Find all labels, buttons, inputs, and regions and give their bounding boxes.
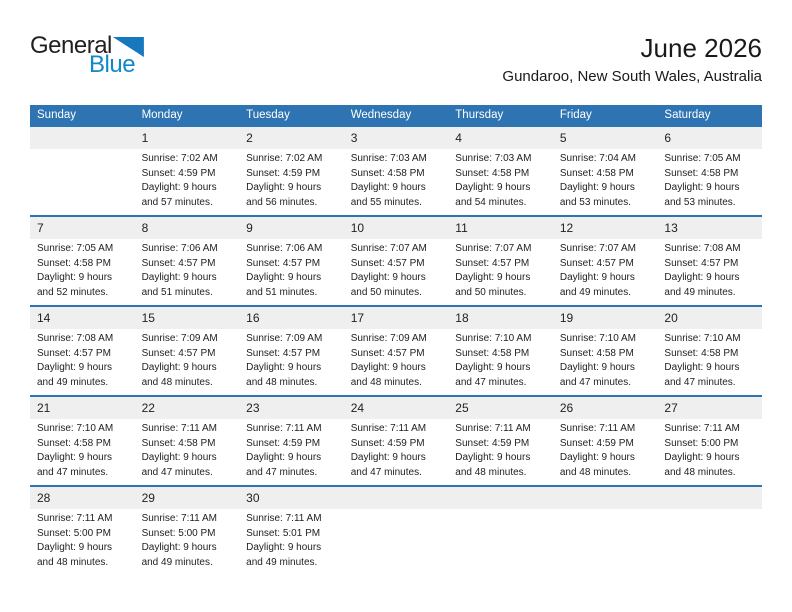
day-cell-18 [448, 307, 553, 395]
calendar-week-row [30, 305, 762, 395]
detail-line: and 51 minutes. [246, 286, 318, 298]
day-details [239, 149, 344, 210]
detail-line: and 48 minutes. [455, 466, 527, 478]
detail-line: Sunset: 5:00 PM [37, 527, 111, 539]
detail-line: and 49 minutes. [246, 556, 318, 568]
weekday-label-saturday: Saturday [664, 109, 711, 121]
day-details [135, 239, 240, 300]
detail-line: Sunrise: 7:11 AM [246, 513, 322, 524]
detail-line: Daylight: 9 hours [246, 182, 322, 193]
detail-line: Sunrise: 7:02 AM [246, 153, 323, 164]
day-cell-27 [657, 397, 762, 485]
detail-line: Sunrise: 7:08 AM [664, 243, 741, 254]
detail-line: Daylight: 9 hours [350, 362, 426, 373]
calendar-table [30, 105, 762, 575]
day-number: 27 [657, 397, 762, 419]
day-cell-3 [344, 127, 449, 215]
day-number: 14 [30, 307, 135, 329]
detail-line: and 47 minutes. [350, 466, 422, 478]
detail-line: Daylight: 9 hours [141, 362, 217, 373]
day-cell-empty [344, 487, 449, 575]
detail-line: Sunset: 4:57 PM [350, 257, 425, 269]
detail-line: Sunset: 5:01 PM [246, 527, 321, 539]
detail-line: and 49 minutes. [664, 286, 736, 298]
day-number: 23 [239, 397, 344, 419]
day-details [30, 239, 135, 300]
day-details [344, 149, 449, 210]
day-details [30, 149, 135, 152]
day-cell-7 [30, 217, 135, 305]
detail-line: and 47 minutes. [37, 466, 109, 478]
day-cell-13 [657, 217, 762, 305]
detail-line: Daylight: 9 hours [37, 362, 113, 373]
detail-line: Sunset: 4:59 PM [246, 167, 321, 179]
detail-line: Sunrise: 7:03 AM [350, 153, 427, 164]
detail-line: Sunrise: 7:10 AM [559, 333, 636, 344]
detail-line: Sunset: 4:58 PM [141, 437, 216, 449]
calendar-week-row [30, 485, 762, 575]
day-cell-22 [135, 397, 240, 485]
day-details [135, 149, 240, 210]
day-details [553, 329, 658, 390]
weekday-label-sunday: Sunday [37, 109, 77, 121]
detail-line: Daylight: 9 hours [246, 362, 322, 373]
day-details [553, 509, 658, 512]
detail-line: Daylight: 9 hours [559, 452, 635, 463]
detail-line: and 50 minutes. [350, 286, 422, 298]
day-cell-15 [135, 307, 240, 395]
detail-line: Sunrise: 7:10 AM [37, 423, 114, 434]
detail-line: and 54 minutes. [455, 196, 527, 208]
detail-line: Sunrise: 7:11 AM [350, 423, 427, 434]
detail-line: Daylight: 9 hours [559, 182, 635, 193]
detail-line: Daylight: 9 hours [350, 272, 426, 283]
detail-line: and 47 minutes. [559, 376, 632, 388]
detail-line: Daylight: 9 hours [141, 272, 217, 283]
detail-line: Daylight: 9 hours [664, 182, 740, 193]
day-number [344, 487, 449, 509]
day-cell-8 [135, 217, 240, 305]
detail-line: Sunset: 4:58 PM [37, 257, 111, 269]
detail-line: Sunrise: 7:07 AM [455, 243, 532, 254]
detail-line: and 47 minutes. [246, 466, 318, 478]
detail-line: Daylight: 9 hours [141, 542, 217, 553]
day-cell-12 [553, 217, 658, 305]
calendar-grid [30, 125, 762, 575]
detail-line: Daylight: 9 hours [246, 452, 322, 463]
day-cell-30 [239, 487, 344, 575]
detail-line: Sunrise: 7:09 AM [350, 333, 427, 344]
detail-line: Daylight: 9 hours [246, 272, 322, 283]
detail-line: Sunrise: 7:11 AM [559, 423, 636, 434]
day-number: 5 [553, 127, 658, 149]
day-cell-9 [239, 217, 344, 305]
detail-line: Daylight: 9 hours [664, 362, 740, 373]
detail-line: Sunrise: 7:09 AM [141, 333, 218, 344]
day-details [657, 419, 762, 480]
day-cell-28 [30, 487, 135, 575]
day-number [657, 487, 762, 509]
day-number: 2 [239, 127, 344, 149]
day-number: 9 [239, 217, 344, 239]
detail-line: and 53 minutes. [664, 196, 736, 208]
day-number: 19 [553, 307, 658, 329]
detail-line: and 47 minutes. [664, 376, 736, 388]
detail-line: Sunset: 4:59 PM [141, 167, 216, 179]
weekday-label-thursday: Thursday [455, 109, 504, 121]
detail-line: Daylight: 9 hours [664, 452, 740, 463]
day-cell-21 [30, 397, 135, 485]
detail-line: Sunrise: 7:10 AM [455, 333, 532, 344]
detail-line: Daylight: 9 hours [141, 182, 217, 193]
detail-line: Daylight: 9 hours [559, 272, 635, 283]
detail-line: and 52 minutes. [37, 286, 109, 298]
detail-line: Sunrise: 7:09 AM [246, 333, 323, 344]
day-cell-29 [135, 487, 240, 575]
detail-line: Sunset: 4:57 PM [455, 257, 530, 269]
day-number: 15 [135, 307, 240, 329]
day-cell-23 [239, 397, 344, 485]
detail-line: Sunset: 4:59 PM [246, 437, 321, 449]
detail-line: and 48 minutes. [559, 466, 632, 478]
day-number: 7 [30, 217, 135, 239]
day-cell-10 [344, 217, 449, 305]
detail-line: Sunrise: 7:11 AM [664, 423, 740, 434]
day-number [448, 487, 553, 509]
detail-line: Sunrise: 7:02 AM [141, 153, 218, 164]
detail-line: Sunset: 4:59 PM [350, 437, 425, 449]
detail-line: and 49 minutes. [141, 556, 213, 568]
day-details [553, 419, 658, 480]
day-number: 28 [30, 487, 135, 509]
day-details [135, 509, 240, 570]
day-cell-17 [344, 307, 449, 395]
day-number: 8 [135, 217, 240, 239]
day-details [135, 329, 240, 390]
detail-line: Sunrise: 7:08 AM [37, 333, 114, 344]
weekday-header-row [30, 105, 762, 125]
day-cell-empty [30, 127, 135, 215]
day-number: 26 [553, 397, 658, 419]
day-number: 21 [30, 397, 135, 419]
detail-line: Daylight: 9 hours [455, 362, 531, 373]
detail-line: Daylight: 9 hours [664, 272, 740, 283]
detail-line: and 48 minutes. [37, 556, 109, 568]
detail-line: and 51 minutes. [141, 286, 213, 298]
page-header [0, 0, 792, 105]
logo-text-general: General [30, 32, 112, 59]
detail-line: and 53 minutes. [559, 196, 632, 208]
detail-line: Sunset: 4:58 PM [664, 167, 739, 179]
day-details [239, 329, 344, 390]
day-details [553, 239, 658, 300]
detail-line: and 48 minutes. [141, 376, 213, 388]
day-cell-6 [657, 127, 762, 215]
day-number: 4 [448, 127, 553, 149]
detail-line: Sunrise: 7:11 AM [246, 423, 322, 434]
day-cell-25 [448, 397, 553, 485]
day-number: 18 [448, 307, 553, 329]
detail-line: Sunset: 4:57 PM [664, 257, 739, 269]
day-number: 30 [239, 487, 344, 509]
day-cell-empty [553, 487, 658, 575]
day-number [553, 487, 658, 509]
day-details [30, 509, 135, 570]
detail-line: and 55 minutes. [350, 196, 422, 208]
day-details [448, 419, 553, 480]
detail-line: Sunrise: 7:05 AM [37, 243, 114, 254]
day-details [657, 239, 762, 300]
day-details [239, 419, 344, 480]
day-number: 16 [239, 307, 344, 329]
detail-line: Daylight: 9 hours [559, 362, 635, 373]
detail-line: Sunset: 4:59 PM [559, 437, 634, 449]
day-details [657, 329, 762, 390]
weekday-label-monday: Monday [141, 109, 183, 121]
weekday-label-wednesday: Wednesday [350, 109, 412, 121]
title-block [502, 34, 762, 85]
detail-line: Sunrise: 7:04 AM [559, 153, 636, 164]
day-number: 22 [135, 397, 240, 419]
day-details [344, 239, 449, 300]
day-details [30, 329, 135, 390]
day-details [344, 419, 449, 480]
detail-line: Sunset: 4:58 PM [455, 347, 530, 359]
detail-line: Sunset: 4:58 PM [455, 167, 530, 179]
day-cell-empty [448, 487, 553, 575]
day-details [239, 239, 344, 300]
detail-line: Sunset: 4:58 PM [559, 347, 634, 359]
day-details [344, 329, 449, 390]
detail-line: Daylight: 9 hours [455, 272, 531, 283]
month-year-title: June 2026 [640, 33, 762, 63]
day-number: 1 [135, 127, 240, 149]
detail-line: Daylight: 9 hours [141, 452, 217, 463]
day-cell-20 [657, 307, 762, 395]
detail-line: Sunset: 4:59 PM [455, 437, 530, 449]
detail-line: Sunset: 4:57 PM [37, 347, 111, 359]
detail-line: Sunset: 4:58 PM [664, 347, 739, 359]
detail-line: Sunset: 5:00 PM [141, 527, 216, 539]
detail-line: Sunrise: 7:10 AM [664, 333, 741, 344]
general-blue-logo [30, 34, 144, 77]
day-cell-empty [657, 487, 762, 575]
day-number: 3 [344, 127, 449, 149]
weekday-label-tuesday: Tuesday [246, 109, 290, 121]
day-details [448, 329, 553, 390]
day-number: 29 [135, 487, 240, 509]
detail-line: Daylight: 9 hours [37, 542, 113, 553]
day-cell-24 [344, 397, 449, 485]
day-cell-5 [553, 127, 658, 215]
detail-line: Daylight: 9 hours [37, 272, 113, 283]
day-cell-1 [135, 127, 240, 215]
detail-line: and 48 minutes. [664, 466, 736, 478]
detail-line: and 47 minutes. [141, 466, 213, 478]
day-number: 11 [448, 217, 553, 239]
calendar-week-row [30, 125, 762, 215]
detail-line: Daylight: 9 hours [455, 182, 531, 193]
day-number [30, 127, 135, 149]
day-details [344, 509, 449, 512]
detail-line: Sunrise: 7:11 AM [141, 423, 217, 434]
detail-line: Sunset: 5:00 PM [664, 437, 739, 449]
detail-line: Daylight: 9 hours [455, 452, 531, 463]
day-cell-26 [553, 397, 658, 485]
day-number: 10 [344, 217, 449, 239]
day-number: 17 [344, 307, 449, 329]
day-cell-14 [30, 307, 135, 395]
detail-line: Sunset: 4:58 PM [37, 437, 111, 449]
day-number: 20 [657, 307, 762, 329]
day-cell-16 [239, 307, 344, 395]
detail-line: and 50 minutes. [455, 286, 527, 298]
day-details [657, 509, 762, 512]
logo-text-blue: Blue [89, 51, 136, 78]
detail-line: Sunrise: 7:06 AM [246, 243, 323, 254]
weekday-label-friday: Friday [559, 109, 592, 121]
detail-line: Sunrise: 7:11 AM [37, 513, 113, 524]
detail-line: and 47 minutes. [455, 376, 527, 388]
day-details [553, 149, 658, 210]
detail-line: Daylight: 9 hours [350, 182, 426, 193]
detail-line: and 49 minutes. [559, 286, 632, 298]
day-details [239, 509, 344, 570]
day-cell-2 [239, 127, 344, 215]
calendar-week-row [30, 215, 762, 305]
detail-line: Sunset: 4:57 PM [141, 257, 216, 269]
day-details [448, 149, 553, 210]
day-details [30, 419, 135, 480]
calendar-week-row [30, 395, 762, 485]
detail-line: Sunrise: 7:11 AM [141, 513, 217, 524]
detail-line: and 48 minutes. [350, 376, 422, 388]
day-number: 13 [657, 217, 762, 239]
detail-line: Sunrise: 7:03 AM [455, 153, 532, 164]
day-number: 25 [448, 397, 553, 419]
location-subtitle: Gundaroo, New South Wales, Australia [502, 68, 762, 85]
day-number: 6 [657, 127, 762, 149]
detail-line: Sunset: 4:57 PM [246, 347, 321, 359]
detail-line: Sunrise: 7:06 AM [141, 243, 218, 254]
detail-line: Sunrise: 7:07 AM [559, 243, 636, 254]
detail-line: Sunset: 4:57 PM [141, 347, 216, 359]
day-cell-19 [553, 307, 658, 395]
day-details [657, 149, 762, 210]
day-details [448, 239, 553, 300]
day-cell-4 [448, 127, 553, 215]
detail-line: Sunrise: 7:05 AM [664, 153, 741, 164]
day-number: 24 [344, 397, 449, 419]
detail-line: Sunset: 4:57 PM [246, 257, 321, 269]
detail-line: and 49 minutes. [37, 376, 109, 388]
detail-line: Daylight: 9 hours [37, 452, 113, 463]
detail-line: and 56 minutes. [246, 196, 318, 208]
detail-line: Sunset: 4:57 PM [559, 257, 634, 269]
day-details [135, 419, 240, 480]
detail-line: Daylight: 9 hours [246, 542, 322, 553]
day-cell-11 [448, 217, 553, 305]
detail-line: Sunset: 4:58 PM [559, 167, 634, 179]
detail-line: Sunrise: 7:11 AM [455, 423, 531, 434]
day-details [448, 509, 553, 512]
detail-line: Daylight: 9 hours [350, 452, 426, 463]
detail-line: Sunset: 4:57 PM [350, 347, 425, 359]
detail-line: and 48 minutes. [246, 376, 318, 388]
detail-line: Sunrise: 7:07 AM [350, 243, 427, 254]
day-number: 12 [553, 217, 658, 239]
detail-line: Sunset: 4:58 PM [350, 167, 425, 179]
detail-line: and 57 minutes. [141, 196, 213, 208]
